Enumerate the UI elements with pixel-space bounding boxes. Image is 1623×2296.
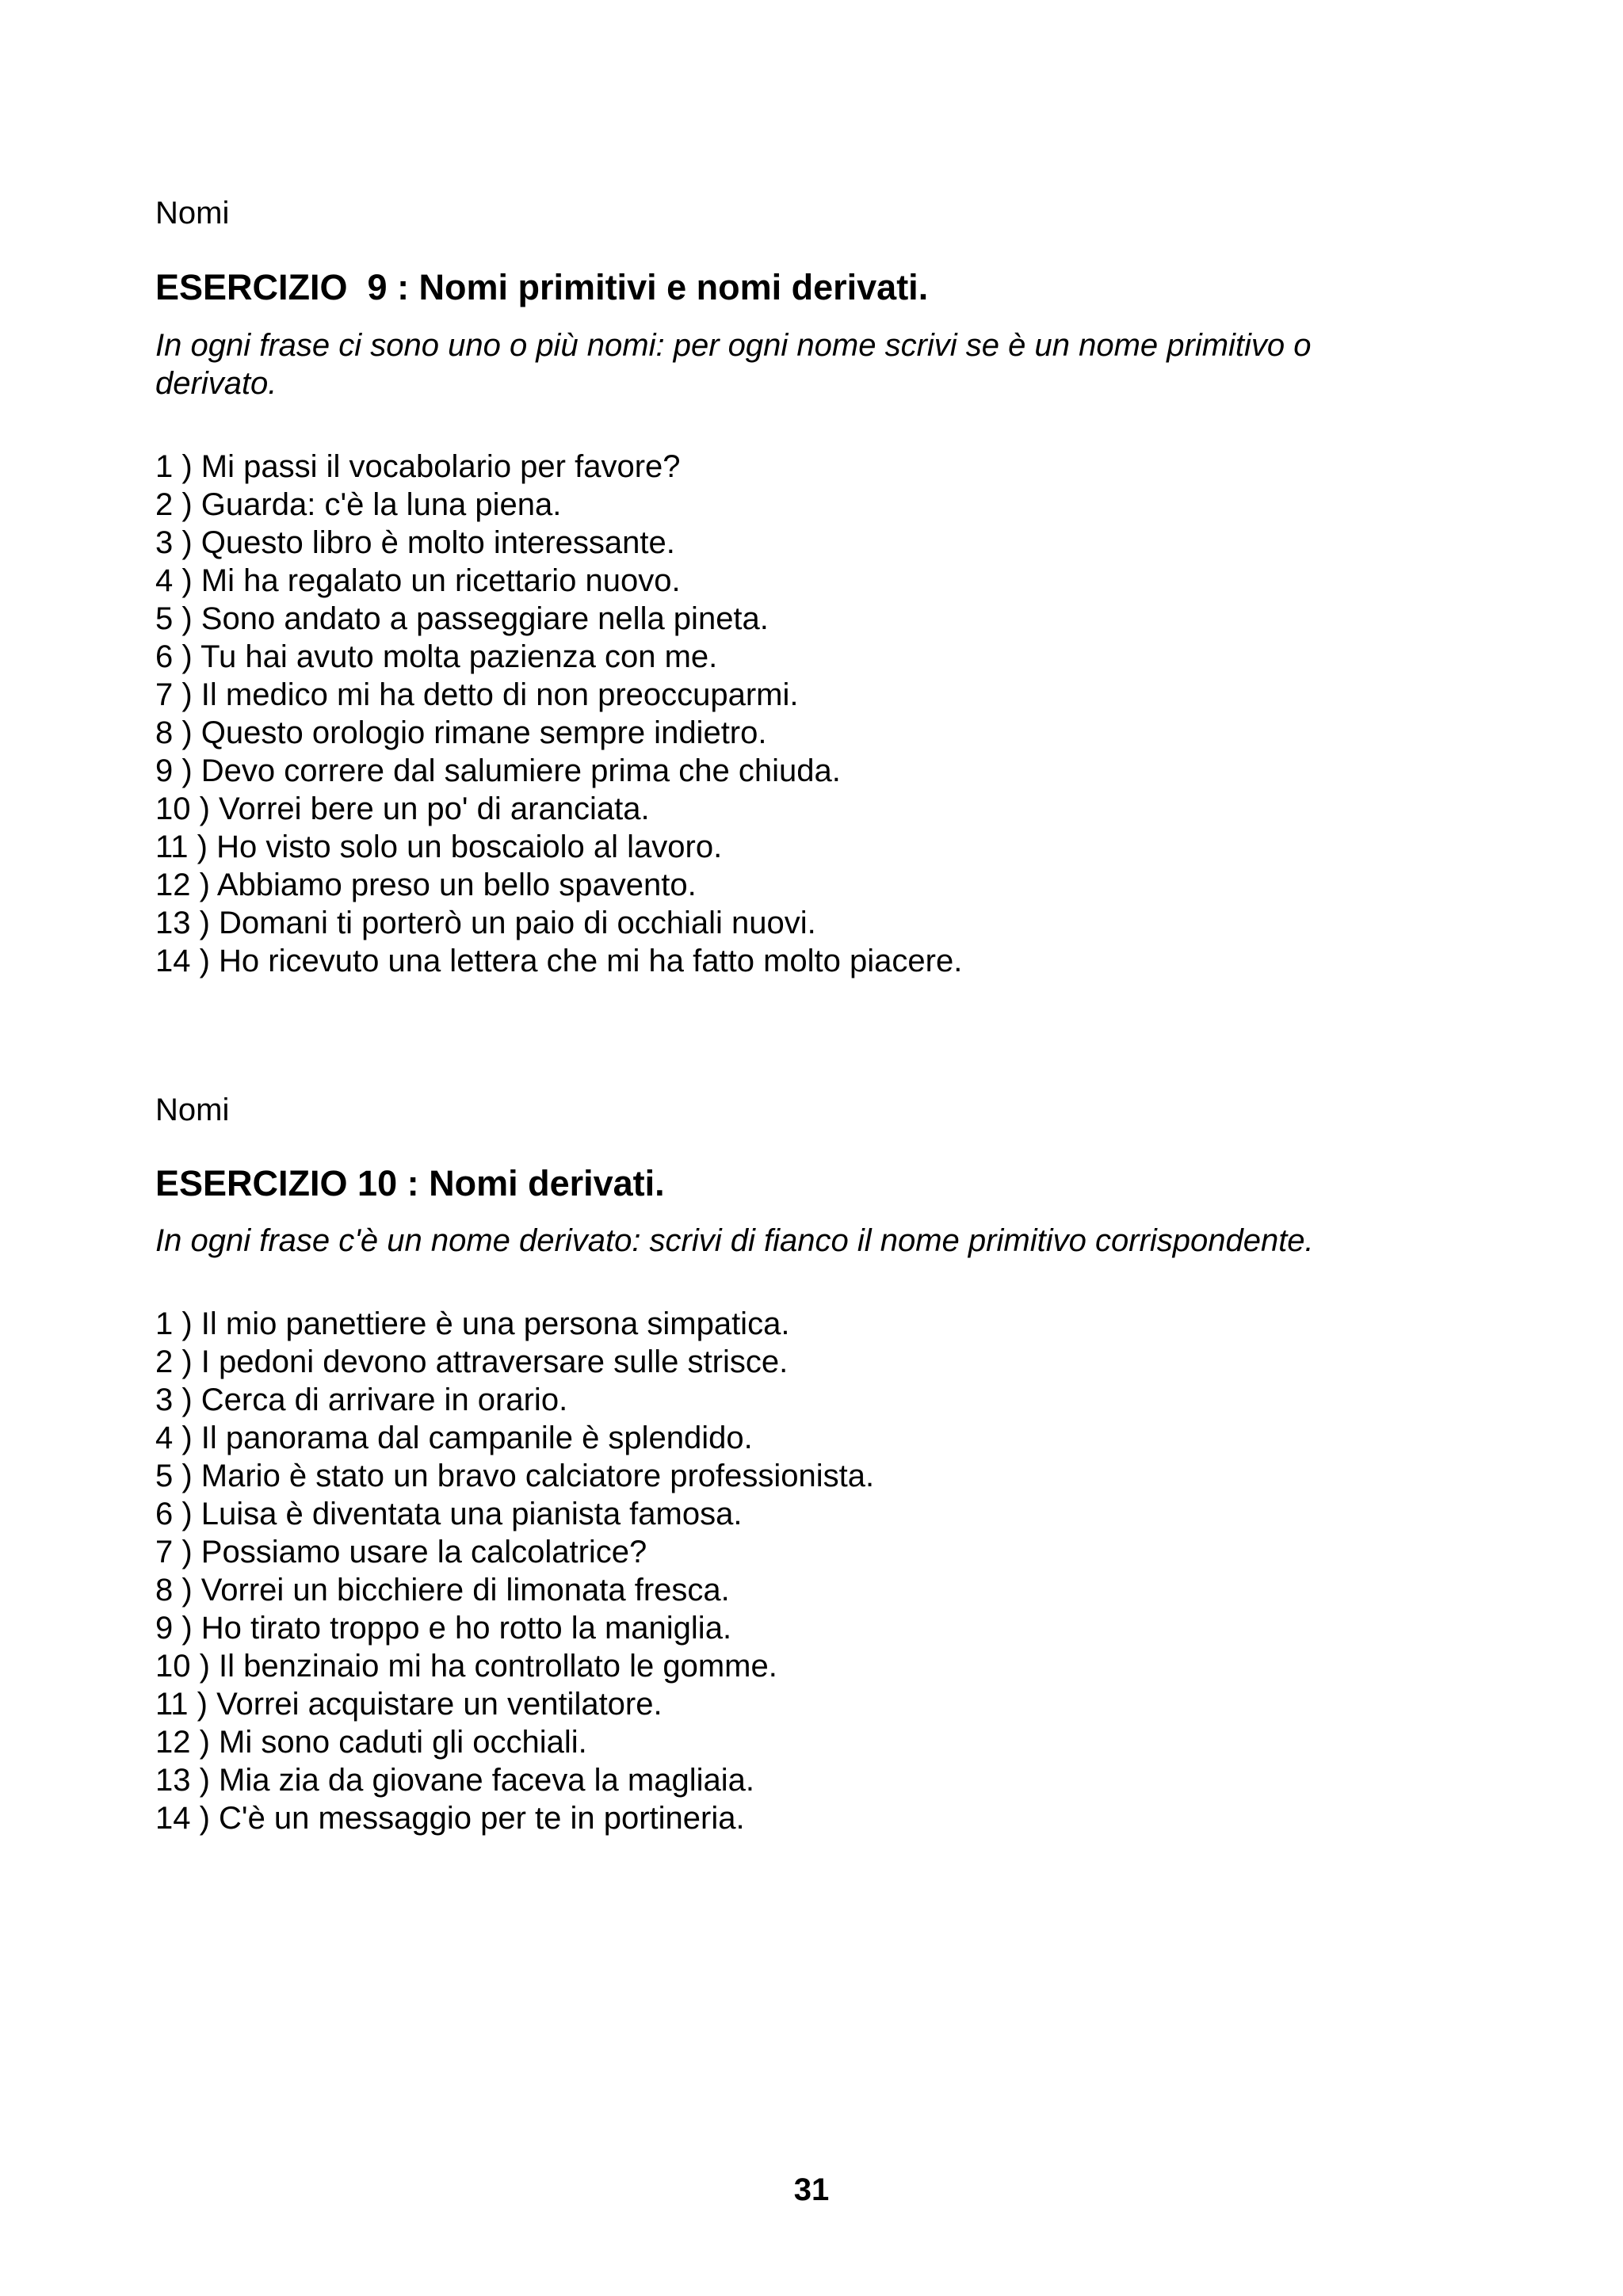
list-item: 10 ) Vorrei bere un po' di aranciata.: [155, 791, 650, 826]
section-category-label: Nomi: [155, 196, 230, 231]
list-item: 7 ) Possiamo usare la calcolatrice?: [155, 1535, 647, 1569]
list-item: 2 ) I pedoni devono attraversare sulle strisce.: [155, 1344, 789, 1379]
exercise-9-title: ESERCIZIO 9 : Nomi primitivi e nomi derivati.: [155, 267, 929, 307]
list-item: 14 ) C'è un messaggio per te in portineria.: [155, 1801, 745, 1836]
exercise-9-instruction: In ogni frase ci sono uno o più nomi: per ogni nome scrivi se è un nome primitivo o derivato.: [155, 328, 1312, 401]
list-item: 1 ) Mi passi il vocabolario per favore?: [155, 449, 681, 484]
list-item: 13 ) Mia zia da giovane faceva la magliaia.: [155, 1763, 754, 1798]
list-item: 6 ) Tu hai avuto molta pazienza con me.: [155, 639, 718, 674]
list-item: 13 ) Domani ti porterò un paio di occhiali nuovi.: [155, 906, 816, 940]
list-item: 9 ) Devo correre dal salumiere prima che chiuda.: [155, 753, 841, 788]
list-item: 2 ) Guarda: c'è la luna piena.: [155, 487, 562, 522]
list-item: 9 ) Ho tirato troppo e ho rotto la maniglia.: [155, 1611, 732, 1646]
section-category-label: Nomi: [155, 1093, 230, 1127]
list-item: 4 ) Mi ha regalato un ricettario nuovo.: [155, 563, 681, 598]
list-item: 12 ) Mi sono caduti gli occhiali.: [155, 1725, 587, 1760]
list-item: 5 ) Sono andato a passeggiare nella pineta.: [155, 601, 769, 636]
page-number: 31: [793, 2172, 830, 2207]
list-item: 8 ) Vorrei un bicchiere di limonata fresca.: [155, 1573, 730, 1608]
exercise-10-list: [155, 1305, 874, 1837]
list-item: 12 ) Abbiamo preso un bello spavento.: [155, 868, 697, 902]
list-item: 8 ) Questo orologio rimane sempre indietro.: [155, 715, 767, 750]
list-item: 14 ) Ho ricevuto una lettera che mi ha fatto molto piacere.: [155, 944, 963, 978]
list-item: 7 ) Il medico mi ha detto di non preoccuparmi.: [155, 677, 799, 712]
list-item: 10 ) Il benzinaio mi ha controllato le gomme.: [155, 1649, 777, 1684]
list-item: 6 ) Luisa è diventata una pianista famosa.: [155, 1497, 743, 1531]
exercise-9-list: [155, 448, 962, 980]
list-item: 4 ) Il panorama dal campanile è splendido.: [155, 1421, 753, 1455]
exercise-10-title: ESERCIZIO 10 : Nomi derivati.: [155, 1163, 665, 1203]
list-item: 5 ) Mario è stato un bravo calciatore professionista.: [155, 1459, 875, 1493]
list-item: 1 ) Il mio panettiere è una persona simpatica.: [155, 1306, 790, 1341]
list-item: 3 ) Cerca di arrivare in orario.: [155, 1383, 568, 1417]
list-item: 11 ) Vorrei acquistare un ventilatore.: [155, 1687, 663, 1722]
list-item: 3 ) Questo libro è molto interessante.: [155, 525, 675, 560]
list-item: 11 ) Ho visto solo un boscaiolo al lavoro.: [155, 830, 723, 864]
exercise-10-instruction: In ogni frase c'è un nome derivato: scrivi di fianco il nome primitivo corrispondente.: [155, 1223, 1314, 1258]
